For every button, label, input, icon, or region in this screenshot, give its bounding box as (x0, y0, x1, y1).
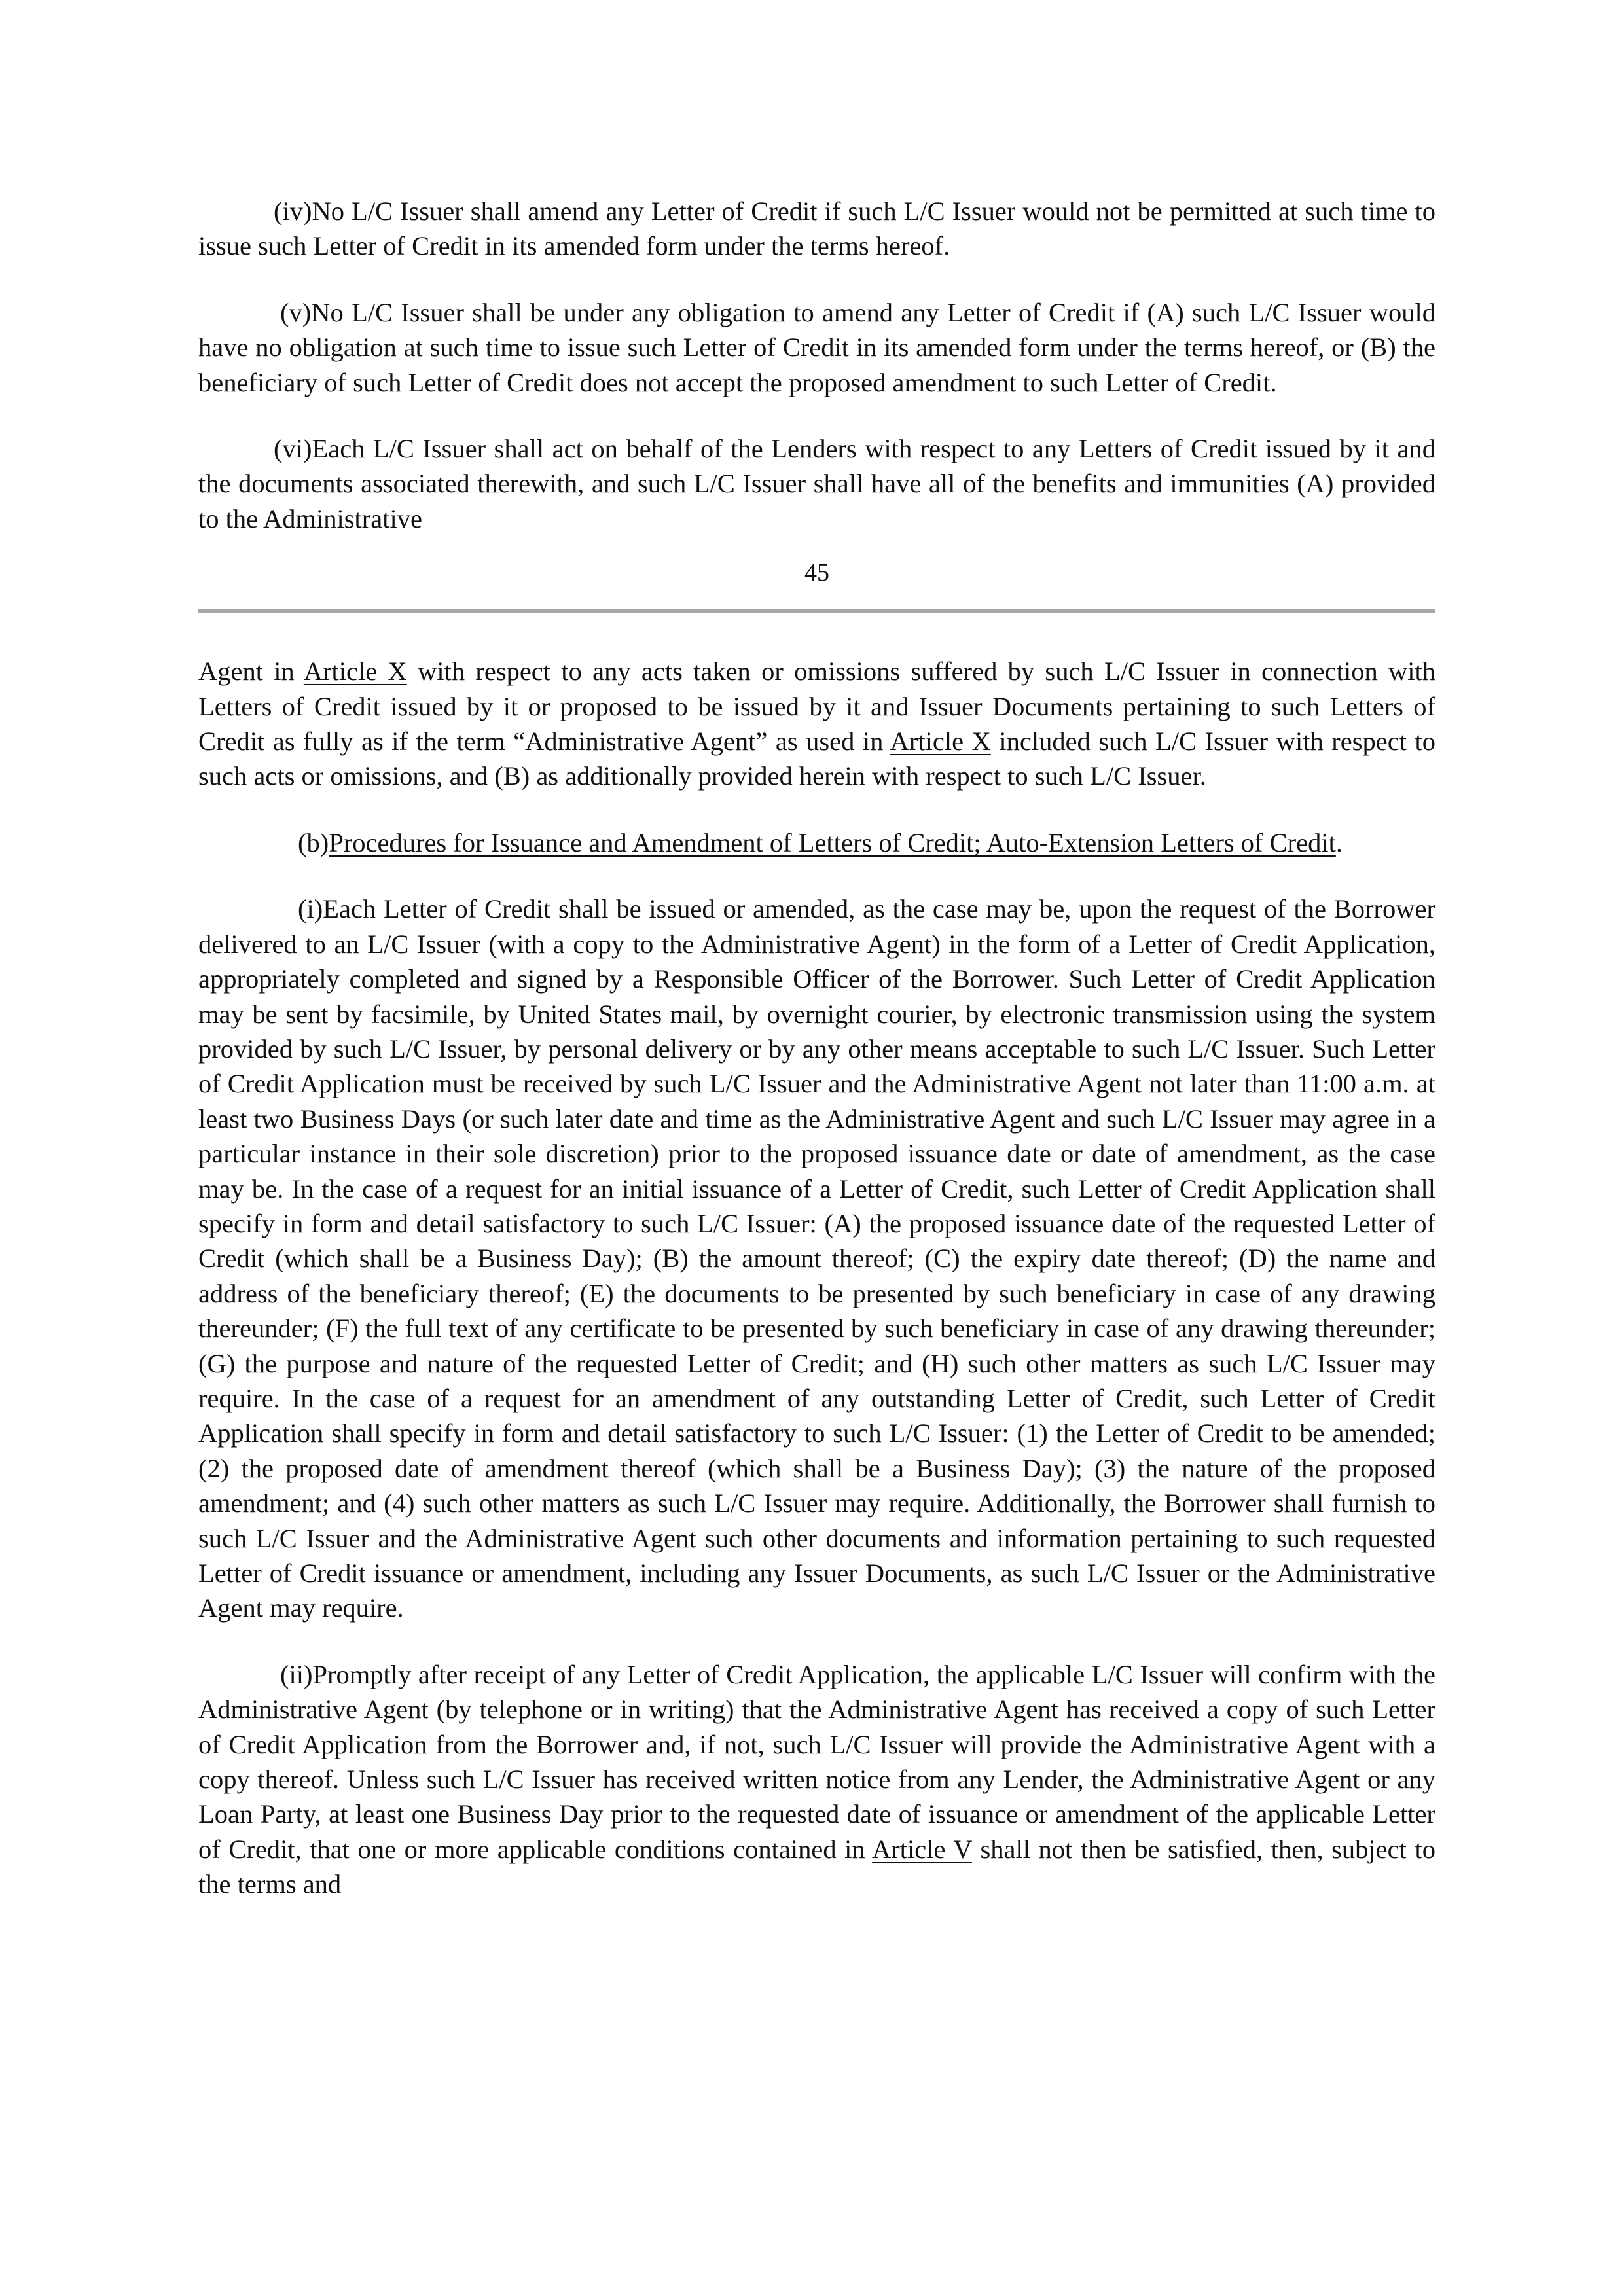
clause-marker: (i) (298, 894, 323, 924)
clause-marker: (ii) (280, 1659, 313, 1689)
article-x-reference: Article X (303, 656, 407, 687)
paragraph-a-vi (198, 431, 1435, 536)
clause-marker: (v) (280, 297, 312, 327)
continuation-text: with respect to any acts taken or omissions suffered by such L/C Issuer in connection with Letters of Credit issued by it or proposed to be issued by it and Issuer Documents pertaining to such Letters of Credit as fully as if the term “Administrative Agent” as used in (198, 656, 1435, 757)
paragraph-a-iv (198, 194, 1435, 264)
clause-text: Each Letter of Credit shall be issued or amended, as the case may be, upon the request of the Borrower delivered to an L/C Issuer (with a copy to the Administrative Agent) in the form of a Letter of Credit Application, appropriately completed and signed by a Responsible Officer of the Borrower. Such Letter of Credit Application may be sent by facsimile, by United States mail, by overnight courier, by electronic transmission using the system provided by such L/C Issuer, by personal delivery or by any other means acceptable to such L/C Issuer. Such Letter of Credit Application must be received by such L/C Issuer and the Administrative Agent not later than 11:00 a.m. at least two Business Days (or such later date and time as the Administrative Agent and such L/C Issuer may agree in a particular instance in their sole discretion) prior to the proposed issuance date or date of amendment, as the case may be. In the case of a request for an initial issuance of a Letter of Credit, such Letter of Credit Application shall specify in form and detail satisfactory to such L/C Issuer: (A) the proposed issuance date of the requested Letter of Credit (which shall be a Business Day); (B) the amount thereof; (C) the expiry date thereof; (D) the name and address of the beneficiary thereof; (E) the documents to be presented by such beneficiary in case of any drawing thereunder; (F) the full text of any certificate to be presented by such beneficiary in case of any drawing thereunder; (G) the purpose and nature of the requested Letter of Credit; and (H) such other matters as such L/C Issuer may require. In the case of a request for an amendment of any outstanding Letter of Credit, such Letter of Credit Application shall specify in form and detail satisfactory to such L/C Issuer: (1) the Letter of Credit to be amended; (2) the proposed date of amendment thereof (which shall be a Business Day); (3) the nature of the proposed amendment; and (4) such other matters as such L/C Issuer may require. Additionally, the Borrower shall furnish to such L/C Issuer and the Administrative Agent such other documents and information pertaining to such requested Letter of Credit issuance or amendment, including any Issuer Documents, as such L/C Issuer or the Administrative Agent may require. (198, 894, 1435, 1623)
continuation-text: Agent in (198, 656, 304, 687)
clause-marker: (iv) (274, 196, 312, 226)
section-marker: (b) (298, 827, 329, 857)
section-heading-period: . (1335, 827, 1343, 857)
section-heading-text: Procedures for Issuance and Amendment of Letters of Credit; Auto-Extension Letters of Credit (329, 827, 1336, 857)
clause-text: Promptly after receipt of any Letter of Credit Application, the applicable L/C Issuer will confirm with the Administrative Agent (by telephone or in writing) that the Administrative Agent has received a copy of such Letter of Credit Application from the Borrower and, if not, such L/C Issuer will provide the Administrative Agent with a copy thereof. Unless such L/C Issuer has received written notice from any Lender, the Administrative Agent or any Loan Party, at least one Business Day prior to the requested date of issuance or amendment of the applicable Letter of Credit, that one or more applicable conditions contained in (198, 1659, 1435, 1864)
section-b-heading (198, 825, 1435, 860)
article-v-reference: Article V (872, 1834, 972, 1864)
article-x-reference: Article X (890, 726, 991, 757)
page-break-divider (198, 609, 1435, 613)
paragraph-b-i (198, 891, 1435, 1626)
page-number: 45 (804, 559, 829, 587)
paragraph-a-v (198, 295, 1435, 400)
document-page (198, 194, 1435, 1902)
clause-text: shall not then be satisfied, then, subject to the terms and (198, 1834, 1435, 1899)
paragraph-b-ii (198, 1657, 1435, 1902)
clause-marker: (vi) (274, 434, 312, 464)
continuation-text: included such L/C Issuer with respect to such acts or omissions, and (B) as additionally provided herein with respect to such L/C Issuer. (198, 726, 1435, 791)
clause-text: Each L/C Issuer shall act on behalf of the Lenders with respect to any Letters of Credit issued by it and the documents associated therewith, and such L/C Issuer shall have all of the benefits and immunities (A) provided to the Administrative (198, 434, 1435, 533)
clause-text: No L/C Issuer shall be under any obligation to amend any Letter of Credit if (A) such L/C Issuer would have no obligation at such time to issue such Letter of Credit in its amended form under the terms hereof, or (B) the beneficiary of such Letter of Credit does not accept the proposed amendment to such Letter of Credit. (198, 297, 1435, 397)
clause-text: No L/C Issuer shall amend any Letter of Credit if such L/C Issuer would not be permitted at such time to issue such Letter of Credit in its amended form under the terms hereof. (198, 196, 1435, 261)
paragraph-continuation (198, 654, 1435, 794)
